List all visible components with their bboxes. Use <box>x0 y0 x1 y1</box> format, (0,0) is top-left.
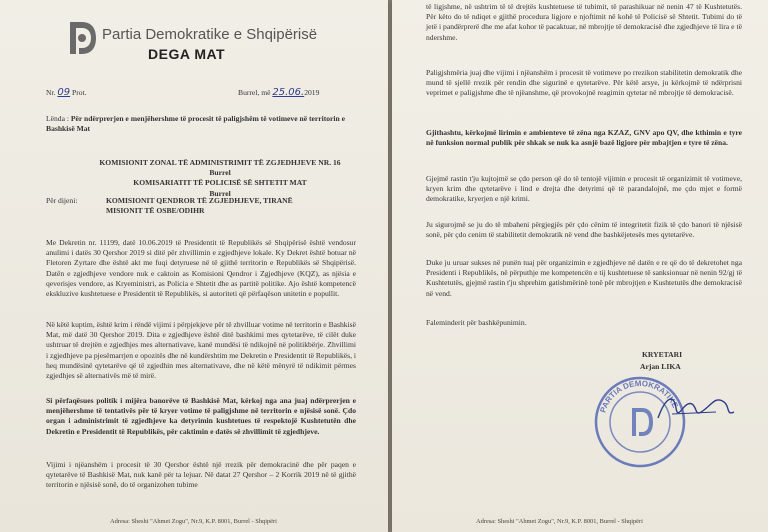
paragraph-2: Në këtë kuptim, është krim i rëndë vijimi i përpjekjeve për të zhvilluar votime në territorin e Bashkisë Mat, më datë 30 Qershor 2019. Dita e zgjedhjeve është ditë bashkimi mes qytetarëve, të cilët duke ushtruar të drejtën e zgjedhjes mes alternativave, kanë mundësi të ndikojnë në politikbërje. Zhvillimi i zgjedhjeve pa pjesëmarrjen e opozitës dhe në kundërshtim me Dekretin e Presidentit të Republikës, i heq mundësinë qytetarëve që të zgjedhin mes alternativave, dhe në këtë mënyrë të ndikimit përmes zgjedhjes së alternativës më të mirë. <box>46 320 356 381</box>
letter-date <box>238 88 319 98</box>
paragraph-1: Me Dekretin nr. 11199, datë 10.06.2019 të Presidentit të Republikës së Shqipërisë është vendosur anulimi i datës 30 Qershor 2019 si ditë për zhvillimin e zgjedhjeve lokale. Ky Dekret është botuar në Fletoren Zyrtare dhe është akt me fuqi detyruese në të gjithë territorin e Republikës së Shqipërisë. Datën e zgjedhjeve vendore nuk e caktoin as Komisioni Qendror i Zgjedhjeve (KQZ), as njësia e qeverisjes vendore, as Kryeministri, as Policia e Shtetit dhe as partitë politike. Ajo është kompetencë ekskluzive kushtetuese e Presidentit të Republikës, si autoriteti që përfaqëson unitetin e popullit. <box>46 238 356 299</box>
branch-name: DEGA MAT <box>148 46 226 62</box>
cc-line-2: MISIONIT TË OSBE/ODIHR <box>106 206 205 216</box>
signatory-title: KRYETARI <box>642 350 683 359</box>
addressee-1: KOMISIONIT ZONAL TË ADMINISTRIMIT TË ZGJEDHJEVE NR. 16 <box>99 158 341 167</box>
paragraph-4: Vijimi i njëanshëm i procesit të 30 Qershor është një rrezik për demokracinë dhe për paqen e qytetarëve të Bashkisë Mat, nuk kanë për ta lejuar. Në datat 27 Qershor – 2 Korrik 2019 në të gjithë territorin e njësisë sonë, do të organizohen tubime <box>46 460 356 490</box>
paragraph-5: të ligjshme, në ushtrim të të drejtës kushtetuese të tubimit, të parashikuar në nenin 47 të Kushtetutës. Për këto do të ndiqet e gjithë procedura ligjore e njoftimit në kohë të Policisë së Shtetit. Tubimi do të jetë i pandërprerë dhe me afat kohor të pacaktuar, në mbrojtje të demokracisë dhe zgjedhjeve të lira e të ndershme. <box>426 2 742 42</box>
nr-label: Nr. <box>46 88 56 97</box>
paragraph-9: Ju sigurojmë se ju do të mbaheni përgjegjës për çdo cënim të integritetit fizik të çdo banori të njësisë sonë, për çdo cenim të stabilitetit demokratik në vend dhe bashkëjetesës mes qytetarëve. <box>426 220 742 240</box>
cc-label: Për dijeni: <box>46 196 78 205</box>
paragraph-10: Duke ju uruar sukses në punën tuaj për organizimin e zgjedhjeve në datën e re që do të dekretohet nga Presidenti i Republikës, në përputhje me kompetencën e tij kushtetuese të sanksionuar në nenin 92/gj të Kushtetutës, gjejmë rastin t'ju shprehim gatishmërinë tonë për mbrojtjen e Kushtetutës dhe demokracisë në vend. <box>426 258 742 298</box>
handwritten-signature <box>654 388 738 428</box>
nr-value: 09 <box>57 87 71 98</box>
paragraph-7: Gjithashtu, kërkojmë lirimin e ambienteve të zëna nga KZAZ, GNV apo QV, dhe kthimin e tyre në funksion normal publik për shkak se nuk ka asnjë bazë ligjore për mbajtjen e tyre të zëna. <box>426 128 742 148</box>
cc-line-1: KOMISIONIT QENDROR TË ZGJEDHJEVE, TIRANË <box>106 196 293 205</box>
subject-text: Për ndërprerjen e menjëhershme të procesit të paligjshëm të votimeve në territorin e Bashkisë Mat <box>46 114 346 134</box>
prot-label: Prot. <box>72 88 87 97</box>
signatory-name: Arjan LIKA <box>640 362 681 371</box>
paragraph-6: Paligjshmëria juaj dhe vijimi i njëanshëm i procesit të votimeve po rrezikon stabilitetin demokratik dhe mund të sjellë rrezik për rendin dhe sigurinë e qytetarëve. Për këtë arsye, ju kërkojmë të ndërprisni veprimet e paligjshme dhe të njëanshme, që provokojnë reagimin qytetar në mbrojtje të demokracisë. <box>426 68 742 98</box>
addressee-2-city: Burrel <box>209 188 231 198</box>
date-prefix: Burrel, më <box>238 88 271 97</box>
subject-line <box>46 114 346 134</box>
addressee-block <box>70 158 370 199</box>
closing-line: Faleminderit për bashkëpunimin. <box>426 318 527 327</box>
paragraph-8: Gjejmë rastin t'ju kujtojmë se çdo person që do të tentojë vijimin e procesit të organizimit të votimeve, kryen krim dhe qytetarëve i lind e drejta dhe detyrimi që të parandalojnë, me çdo mjet e formë demokratike, kryerjen e një krimi. <box>426 174 742 204</box>
paragraph-3: Si përfaqësues politik i mijëra banorëve të Bashkisë Mat, kërkoj nga ana juaj ndërprerjen e menjëhershme të tentativës për të kryer votime të paligjshme në territorin e njësisë sonë. Çdo organ i administrimit të zgjedhjeve ka detyrimin kushtetues të respektojë Kushtetutën dhe Dekretin e Presidentit të Republikës, për caktimin e datës së zhvillimit të zgjedhjeve. <box>46 396 356 436</box>
addressee-1-city: Burrel <box>209 168 231 178</box>
page-1-footer: Adresa: Sheshi "Ahmet Zogu", Nr.9, K.P. 8001, Burrel - Shqipëri <box>110 518 277 525</box>
party-logo-icon <box>66 20 96 56</box>
stamp-text: PARTIA DEMOKRATIKE <box>598 378 680 414</box>
subject-label: Lënda : <box>46 114 69 123</box>
letter-page-2 <box>392 0 768 532</box>
date-value: 25.06. <box>272 87 305 98</box>
date-year: 2019 <box>304 88 320 97</box>
party-name: Partia Demokratike e Shqipërisë <box>102 26 318 43</box>
page-2-footer: Adresa: Sheshi "Ahmet Zogu", Nr.9, K.P. 8001, Burrel - Shqipëri <box>476 518 643 525</box>
protocol-number <box>46 88 87 98</box>
addressee-2: KOMISARIATIT TË POLICISË SË SHTETIT MAT <box>133 178 307 188</box>
